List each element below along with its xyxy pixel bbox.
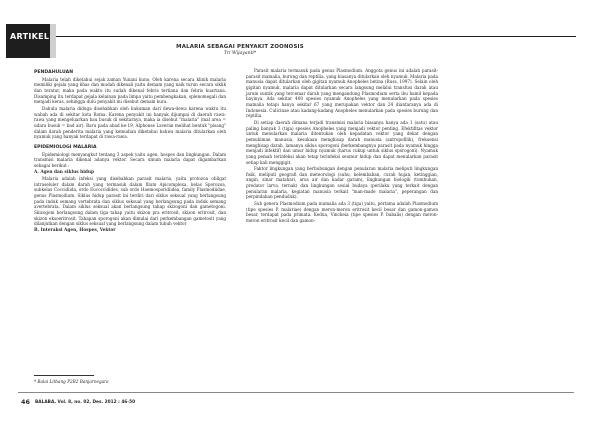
footnote-rule	[34, 375, 94, 376]
paragraph: Parasit malaria termasuk pada genus Plasmodium. Anggota genus ini adalah parasit-parasit mamalia, burung dan reptilia, yang biasanya ditularkan oleh nyamuk. Malaria pada manusia dapat ditularkan oleh gigitan nyamuk Anopheles betina (Russ, 1997). Selain oleh gigitan nyamuk, malaria dapat ditularkan secara langsung melalui transfusi darah atau jarum suntik yang tercemar darah yang mengandung Plasmodium serta ibu hamil kepada bayinya. Ada sekitar 400 spesies nyamuk Anopheles yang menularkan pada spesies mamalia tetapi hanya sekitar 67 yang merupakan vektor dan 24 diantaranya ada di Indonesia. Culicinae atau kadang-kadang Anopheles menularkan pada spesies burung dan reptilia.	[246, 68, 438, 119]
page-number: 46	[21, 398, 30, 406]
paragraph: Epidemiologi menyangkut tentang 3 aspek yaitu agen, hospes dan lingkungan. Dalam transmisi malaria dikenal adanya vektor. Secara umum malaria dapat digambarkan sebagai berikut :	[34, 151, 226, 168]
left-column	[34, 70, 226, 235]
header-rule	[56, 36, 576, 37]
badge-label: ARTIKEL	[10, 32, 50, 41]
paragraph: Malaria telah diketahui sejak zaman Yunani kuno. Oleh karena secara klinik malaria memiliki gejala yang khas dan mudah dikenali yaitu demam yang naik turun secara siklik dan teratur, maka pada waktu itu sudah dikenal febris tertiana dan febris kuartana. Disamping itu terdapat gejala kelainan pada limpa yaitu pembengkakan, splenomegali dan menjadi keras, sehingga dulu penyakit ini disebut demam kura.	[34, 76, 226, 105]
footer-rule	[18, 392, 574, 393]
paragraph: Malaria adalah infeksi yang disebabkan parasit malaria, yaitu protozoa obligat intraseluler dalam darah yang termasuk dalam filum Apicomplexa, kelas Sporozoa, subkelas Coccidiida, ordo Eucoccidides, sub ordo Haemosporidiidea, family Plasmodiidae, genus Plasmodium. Siklus hidup parasit ini terdiri dari siklus seksual yang berlangsung pada induk semang vertebrata dan siklus seksual yang berlangsung pada induk semang avertebrata. Dalam siklus seksual akan berlangsung tahap skizogoni dan gametogoni. Skizogoni berlangsung dalam tiga tahap yaitu skizon pra eritrosit, skizon eritrosit, dan skizon eksoeritrosit. Tahapan sporogoni akan dimulai dari perkembangan gametosit yang dilanjutkan dengan siklus seksual yang berlangsung dalam tubuh vektor	[34, 176, 226, 227]
paragraph: Dahulu malaria diduga disebabkan oleh hukuman dari dewa-dewa karena waktu itu wabah ada di sekitar kota Roma. Karena penyakit ini banyak dijumpai di daerah rawa-rawa yang mengeluarkan bau busuk di sekitarnya, maka ia disebut "malaria" (mal area = udara busuk = bad air). Baru pada abad ke-19, Alphonse Laveran melihat bentuk "pisang" dalam darah penderita malaria yang kemudian diketahui bahwa malaria ditularkan oleh nyamuk yang banyak terdapat di rawa-rawa.	[34, 105, 226, 140]
subheading-interaksi: B. Interaksi Agen, Hospes, Vektor	[34, 228, 116, 234]
paragraph: Di setiap daerah dimana terjadi transmisi malaria biasanya hanya ada 1 (satu) atau paling banyak 3 (tiga) spesies Anopheles yang menjadi vektor penting. Efektifitas vektor untuk menularkan malaria ditentukan oleh kepadatan vektor yang dekat dengan pemukiman manusia, kesukaan menghisap darah manusia (antropofilik), frekuensi menghisap darah, lamanya siklus sporogoni (berkembangnya parasit pada nyamuk hingga menjadi infektif) dan umur hidup nyamuk (harus cukup untuk siklus sporogoni). Nyamuk yang pemah terinfeksi akan tetap terinfeksi seumur hidup dan dapat menularkan parasit setiap kali menggigit.	[246, 119, 438, 165]
article-author: Tri Wijayanti*	[223, 51, 257, 56]
paragraph: Faktor lingkungan yang berhubungan dengan penularan malaria meliputi lingkungan fisik, meliputi geografi dan meteorologi (suhu, kelembaban, curah hujan, ketinggian, angin, sinar matahari, arus air dan kadar garam), lingkungan biologik (tumbuhan, predator larva, ternak) dan lingkungan sosial budaya (perilaku yang terkait dengan penularan malaria, kegiatan manusia terkait "man-made malaria", peperangan dan perpindahan penduduk).	[246, 166, 438, 200]
heading-pendahuluan: PENDAHULUAN	[34, 70, 74, 75]
subheading-agen: A. Agen dan siklus hidup	[34, 169, 95, 175]
article-title: MALARIA SEBAGAI PENYAKIT ZOONOSIS	[176, 44, 304, 50]
footnote: * Balai Litbang P2B2 Banjarnegara	[34, 379, 109, 384]
journal-citation: BALABA, Vol. 8, no. 02, Des. 2012 : 46-50	[35, 400, 136, 405]
right-column	[246, 68, 438, 225]
paragraph: Sub genera Plasmodium pada mamalia ada 3 (tiga) yaitu, pertama adalah Plasmodium (tipe spesies P. malariae) dengan meron-meron eritrosit kecil besar dan gamon-gamon besar, terdapat pada primata. Kedua, Vinckeia (tipe spesies P. bubalis) dengan meron-meron eritrosit kecil dan gamon-	[246, 201, 438, 224]
heading-epidemiologi: EPIDEMIOLOGI MALARIA	[34, 144, 97, 150]
article-badge	[6, 24, 56, 58]
